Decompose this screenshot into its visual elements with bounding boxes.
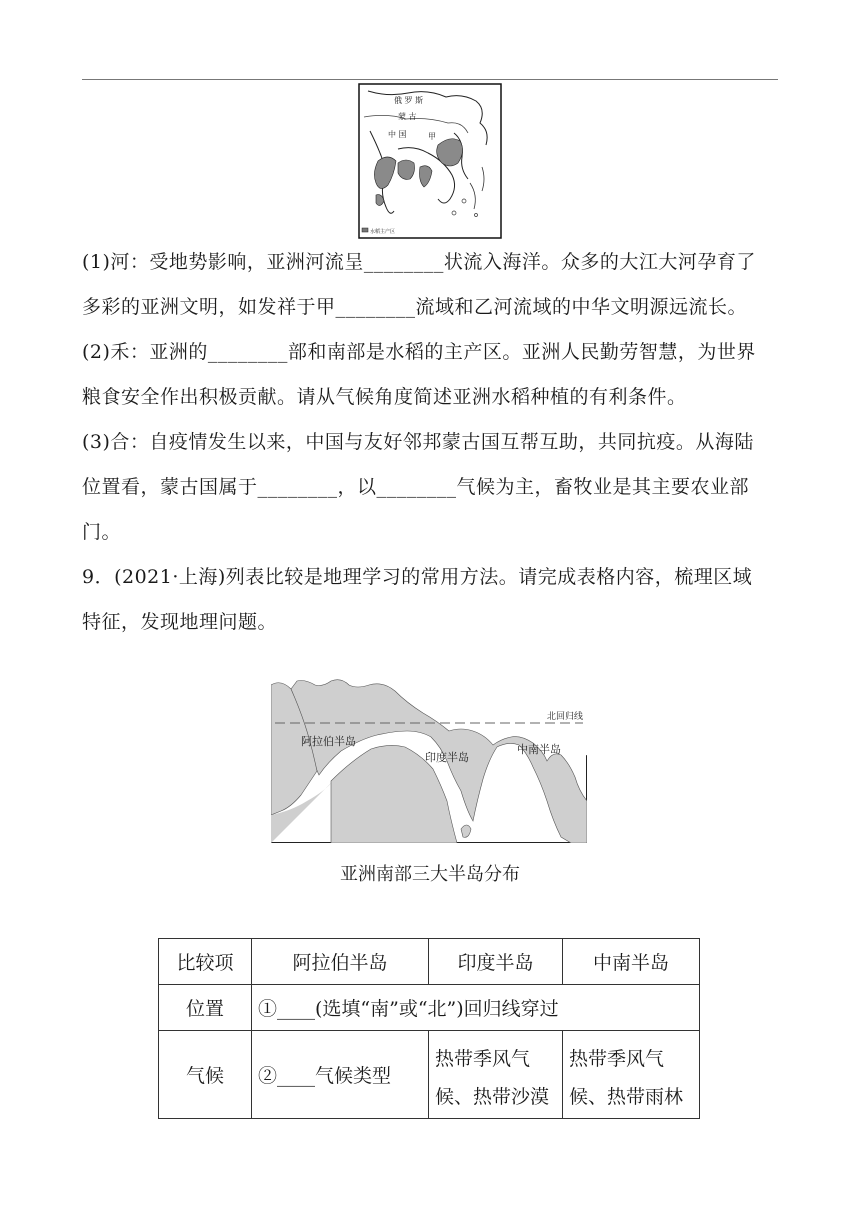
map1-label-jia: 甲 bbox=[428, 132, 436, 141]
map1-label-mongolia: 蒙 古 bbox=[398, 112, 417, 121]
cell-line: 候、热带雨林 bbox=[569, 1085, 684, 1108]
question-line-2: 多彩的亚洲文明，如发祥于甲________流域和乙河流域的中华文明源远流长。 bbox=[82, 296, 748, 318]
south-asia-peninsulas-map bbox=[271, 651, 587, 843]
table-header-cell: 比较项 bbox=[159, 939, 252, 985]
map1-label-china: 中 国 bbox=[388, 130, 407, 139]
question-line-7: 门。 bbox=[82, 521, 122, 543]
table-header-row bbox=[159, 939, 700, 985]
table-header-cell: 印度半岛 bbox=[429, 939, 563, 985]
cell-line: 热带季风气 bbox=[435, 1047, 531, 1070]
answer-blank-2: ②____气候类型 bbox=[252, 1031, 429, 1119]
question-line-9: 特征，发现地理问题。 bbox=[82, 611, 278, 633]
legend-swatch bbox=[362, 228, 368, 232]
table-cell-indochina-climate bbox=[563, 1031, 700, 1119]
comparison-table bbox=[158, 938, 700, 1119]
table-row bbox=[159, 1031, 700, 1119]
map2-label-indochina: 中南半岛 bbox=[517, 743, 561, 756]
table-row-label: 位置 bbox=[159, 985, 252, 1031]
map1-label-russia: 俄 罗 斯 bbox=[394, 96, 424, 105]
table-header-cell: 阿拉伯半岛 bbox=[252, 939, 429, 985]
cell-line: 候、热带沙漠 bbox=[435, 1085, 550, 1108]
map2-label-tropic: 北回归线 bbox=[547, 712, 584, 722]
map1-legend: 水稻主产区 bbox=[370, 229, 396, 235]
table-row bbox=[159, 985, 700, 1031]
table-row-label: 气候 bbox=[159, 1031, 252, 1119]
question-line-1: (1)河：受地势影响，亚洲河流呈________状流入海洋。众多的大江大河孕育了 bbox=[82, 251, 756, 273]
question-line-5: (3)合：自疫情发生以来，中国与友好邻邦蒙古国互帮互助，共同抗疫。从海陆 bbox=[82, 431, 754, 453]
header-rule bbox=[82, 79, 778, 80]
map2-label-arabia: 阿拉伯半岛 bbox=[301, 735, 356, 748]
map2-label-india: 印度半岛 bbox=[425, 751, 469, 764]
cell-line: 热带季风气 bbox=[569, 1047, 665, 1070]
question-line-4: 粮食安全作出积极贡献。请从气候角度简述亚洲水稻种植的有利条件。 bbox=[82, 386, 687, 408]
table-header-cell: 中南半岛 bbox=[563, 939, 700, 985]
question-line-6: 位置看，蒙古国属于________，以________气候为主，畜牧业是其主要农业部 bbox=[82, 476, 750, 498]
table-cell-india-climate bbox=[429, 1031, 563, 1119]
question-line-3: (2)禾：亚洲的________部和南部是水稻的主产区。亚洲人民勤劳智慧，为世界 bbox=[82, 341, 756, 363]
map2-caption: 亚洲南部三大半岛分布 bbox=[340, 864, 520, 885]
question-line-8: 9．(2021·上海)列表比较是地理学习的常用方法。请完成表格内容，梳理区域 bbox=[82, 566, 753, 588]
asia-rice-map bbox=[358, 83, 502, 239]
answer-blank-1: ①____(选填“南”或“北”)回归线穿过 bbox=[252, 985, 700, 1031]
